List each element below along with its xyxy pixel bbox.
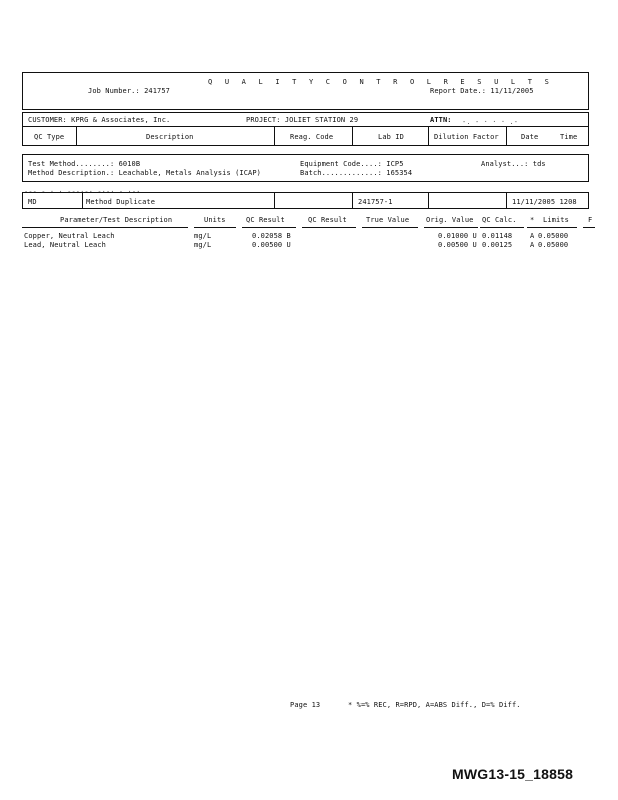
- result-row-2-qc-result: 0.00500 U: [252, 241, 291, 249]
- qc-row-date-time: 11/11/2005 1208: [512, 198, 577, 206]
- col-div-1: [76, 126, 77, 146]
- customer-name: CUSTOMER: KPRG & Associates, Inc.: [28, 116, 171, 124]
- analyst: Analyst...: tds: [481, 160, 546, 168]
- qc-row-div-4: [428, 192, 429, 209]
- flag-legend: * %=% REC, R=RPD, A=ABS Diff., D=% Diff.: [348, 701, 521, 709]
- qc-row-type: MD: [28, 198, 37, 206]
- result-header-underline: [302, 227, 356, 228]
- result-header-qc-result-2: QC Result: [308, 216, 347, 224]
- attn-scan-noise: -. - · · · .-: [462, 118, 519, 126]
- result-header-star: *: [530, 216, 535, 224]
- method-description: Method Description.: Leachable, Metals Analysis (ICAP): [28, 169, 261, 177]
- result-header-underline: [424, 227, 478, 228]
- result-header-limits: Limits: [543, 216, 569, 224]
- attn-label: ATTN:: [430, 116, 452, 124]
- result-header-true-value: True Value: [366, 216, 410, 224]
- result-row-2-qc-calc: 0.00125: [482, 241, 513, 249]
- result-header-underline: [480, 227, 524, 228]
- qc-row-div-3: [352, 192, 353, 209]
- qc-row-lab-id: 241757-1: [358, 198, 393, 206]
- col-div-3: [352, 126, 353, 146]
- col-header-reag-code: Reag. Code: [290, 133, 334, 141]
- method-box: [22, 154, 589, 182]
- customer-bar-divider: [22, 126, 589, 127]
- col-div-5: [506, 126, 507, 146]
- report-title: Q U A L I T Y C O N T R O L R E S U L T S: [208, 78, 553, 86]
- qc-row-div-5: [506, 192, 507, 209]
- page-number: Page 13: [290, 701, 321, 709]
- result-row-1-qc-result: 0.02058 B: [252, 232, 291, 240]
- qc-row-description: Method Duplicate: [86, 198, 156, 206]
- result-header-underline: [362, 227, 418, 228]
- qc-row-scan-noise: --- - · · ---·-· -·-· - ·-·: [24, 188, 141, 196]
- result-header-underline: [527, 227, 577, 228]
- project-name: PROJECT: JOLIET STATION 29: [246, 116, 359, 124]
- col-header-qc-type: QC Type: [34, 133, 65, 141]
- result-header-units: Units: [204, 216, 226, 224]
- report-date: Report Date.: 11/11/2005: [430, 87, 534, 95]
- test-method: Test Method........: 6010B: [28, 160, 141, 168]
- equipment-code: Equipment Code....: ICP5: [300, 160, 404, 168]
- bates-number: MWG13-15_18858: [452, 766, 574, 782]
- result-row-1-parameter: Copper, Neutral Leach: [24, 232, 115, 240]
- result-header-orig-value: Orig. Value: [426, 216, 474, 224]
- result-row-1-flag: A: [530, 232, 535, 240]
- result-row-2-orig-value: 0.00500 U: [438, 241, 477, 249]
- result-row-2-flag: A: [530, 241, 535, 249]
- col-header-dilution-factor: Dilution Factor: [434, 133, 499, 141]
- qc-row-div-2: [274, 192, 275, 209]
- result-row-1-orig-value: 0.01000 U: [438, 232, 477, 240]
- result-row-1-units: mg/L: [194, 232, 212, 240]
- result-header-parameter: Parameter/Test Description: [60, 216, 173, 224]
- col-div-4: [428, 126, 429, 146]
- batch-number: Batch.............: 165354: [300, 169, 413, 177]
- result-header-qc-calc: QC Calc.: [482, 216, 517, 224]
- result-header-f: F: [588, 216, 593, 224]
- result-row-2-parameter: Lead, Neutral Leach: [24, 241, 106, 249]
- col-header-description: Description: [146, 133, 194, 141]
- col-div-2: [274, 126, 275, 146]
- result-row-1-qc-calc: 0.01148: [482, 232, 513, 240]
- result-row-2-limits: 0.05000: [538, 241, 569, 249]
- result-header-underline: [22, 227, 188, 228]
- col-header-lab-id: Lab ID: [378, 133, 404, 141]
- result-row-2-units: mg/L: [194, 241, 212, 249]
- result-header-underline: [242, 227, 296, 228]
- result-header-underline: [194, 227, 236, 228]
- col-header-date: Date: [521, 133, 539, 141]
- job-number: Job Number.: 241757: [88, 87, 170, 95]
- col-header-time: Time: [560, 133, 578, 141]
- result-row-1-limits: 0.05000: [538, 232, 569, 240]
- qc-row-div-1: [82, 192, 83, 209]
- result-header-qc-result-1: QC Result: [246, 216, 285, 224]
- result-header-underline: [583, 227, 595, 228]
